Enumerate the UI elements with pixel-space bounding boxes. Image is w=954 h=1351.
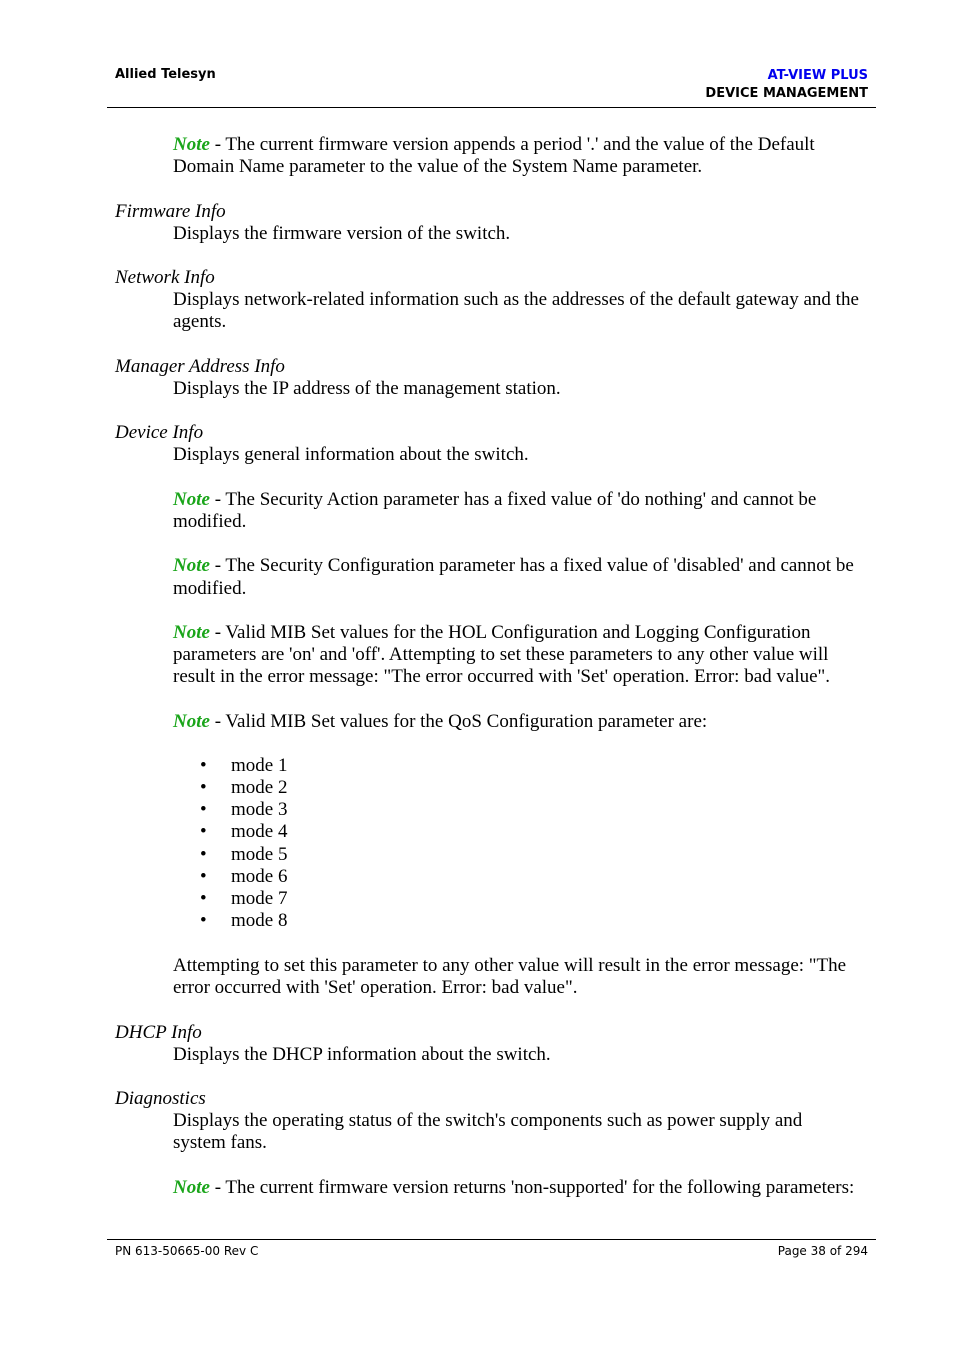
note-firmware-version-cont: Domain Name parameter to the value of the System Name parameter. bbox=[173, 156, 703, 177]
header-right bbox=[705, 67, 868, 103]
note-hol-logging: Note - Valid MIB Set values for the HOL Configuration and Logging Configuration bbox=[173, 622, 811, 643]
qos-error-text: Attempting to set this parameter to any other value will result in the error message: "The bbox=[173, 955, 847, 976]
diagnostics-title: Diagnostics bbox=[115, 1088, 206, 1109]
device-info-title: Device Info bbox=[115, 422, 204, 443]
note-security-config-cont: modified. bbox=[173, 578, 247, 599]
product-name: AT-VIEW PLUS bbox=[767, 68, 868, 83]
bullet: • bbox=[200, 866, 207, 887]
bullet: • bbox=[200, 777, 207, 798]
bullet: • bbox=[200, 821, 207, 842]
note-security-action-cont: modified. bbox=[173, 511, 247, 532]
note-security-config: Note - The Security Configuration parameter has a fixed value of 'disabled' and cannot be bbox=[173, 555, 854, 576]
list-item: • mode 7 bbox=[200, 888, 288, 909]
manager-address-info-desc: Displays the IP address of the management station. bbox=[173, 378, 561, 399]
network-info-desc-cont: agents. bbox=[173, 311, 227, 332]
diagnostics-desc: Displays the operating status of the switch's components such as power supply and bbox=[173, 1110, 803, 1131]
list-item: • mode 5 bbox=[200, 844, 288, 865]
diagnostics-desc-cont: system fans. bbox=[173, 1132, 267, 1153]
dhcp-info-desc: Displays the DHCP information about the switch. bbox=[173, 1044, 551, 1065]
header-divider bbox=[107, 107, 876, 108]
note-label: Note bbox=[173, 1177, 210, 1198]
note-label: Note bbox=[173, 555, 210, 576]
bullet: • bbox=[200, 799, 207, 820]
bullet: • bbox=[200, 844, 207, 865]
note-hol-logging-cont1: parameters are 'on' and 'off'. Attempting to set these parameters to any other value will bbox=[173, 644, 829, 665]
note-label: Note bbox=[173, 711, 210, 732]
bullet: • bbox=[200, 888, 207, 909]
network-info-title: Network Info bbox=[115, 267, 215, 288]
dhcp-info-title: DHCP Info bbox=[115, 1022, 202, 1043]
section-name: DEVICE MANAGEMENT bbox=[705, 86, 868, 101]
note-non-supported: Note - The current firmware version returns 'non-supported' for the following parameters: bbox=[173, 1177, 855, 1198]
footer-divider bbox=[107, 1239, 876, 1240]
list-item: • mode 3 bbox=[200, 799, 288, 820]
company-name: Allied Telesyn bbox=[115, 67, 216, 82]
note-firmware-version: Note - The current firmware version appends a period '.' and the value of the Default bbox=[173, 134, 815, 155]
manager-address-info-title: Manager Address Info bbox=[115, 356, 285, 377]
firmware-info-desc: Displays the firmware version of the switch. bbox=[173, 223, 511, 244]
list-item: • mode 8 bbox=[200, 910, 288, 931]
list-item: • mode 2 bbox=[200, 777, 288, 798]
note-hol-logging-cont2: result in the error message: "The error occurred with 'Set' operation. Error: bad value". bbox=[173, 666, 831, 687]
note-label: Note bbox=[173, 622, 210, 643]
firmware-info-title: Firmware Info bbox=[115, 201, 226, 222]
page-number: Page 38 of 294 bbox=[777, 1244, 868, 1258]
qos-error-text-cont: error occurred with 'Set' operation. Error: bad value". bbox=[173, 977, 578, 998]
note-label: Note bbox=[173, 489, 210, 510]
part-number: PN 613-50665-00 Rev C bbox=[115, 1244, 259, 1258]
bullet: • bbox=[200, 755, 207, 776]
bullet: • bbox=[200, 910, 207, 931]
device-info-desc: Displays general information about the switch. bbox=[173, 444, 529, 465]
note-qos: Note - Valid MIB Set values for the QoS Configuration parameter are: bbox=[173, 711, 708, 732]
list-item: • mode 6 bbox=[200, 866, 288, 887]
note-security-action: Note - The Security Action parameter has a fixed value of 'do nothing' and cannot be bbox=[173, 489, 817, 510]
note-label: Note bbox=[173, 134, 210, 155]
list-item: • mode 1 bbox=[200, 755, 288, 776]
network-info-desc: Displays network-related information such as the addresses of the default gateway and the bbox=[173, 289, 859, 310]
list-item: • mode 4 bbox=[200, 821, 288, 842]
